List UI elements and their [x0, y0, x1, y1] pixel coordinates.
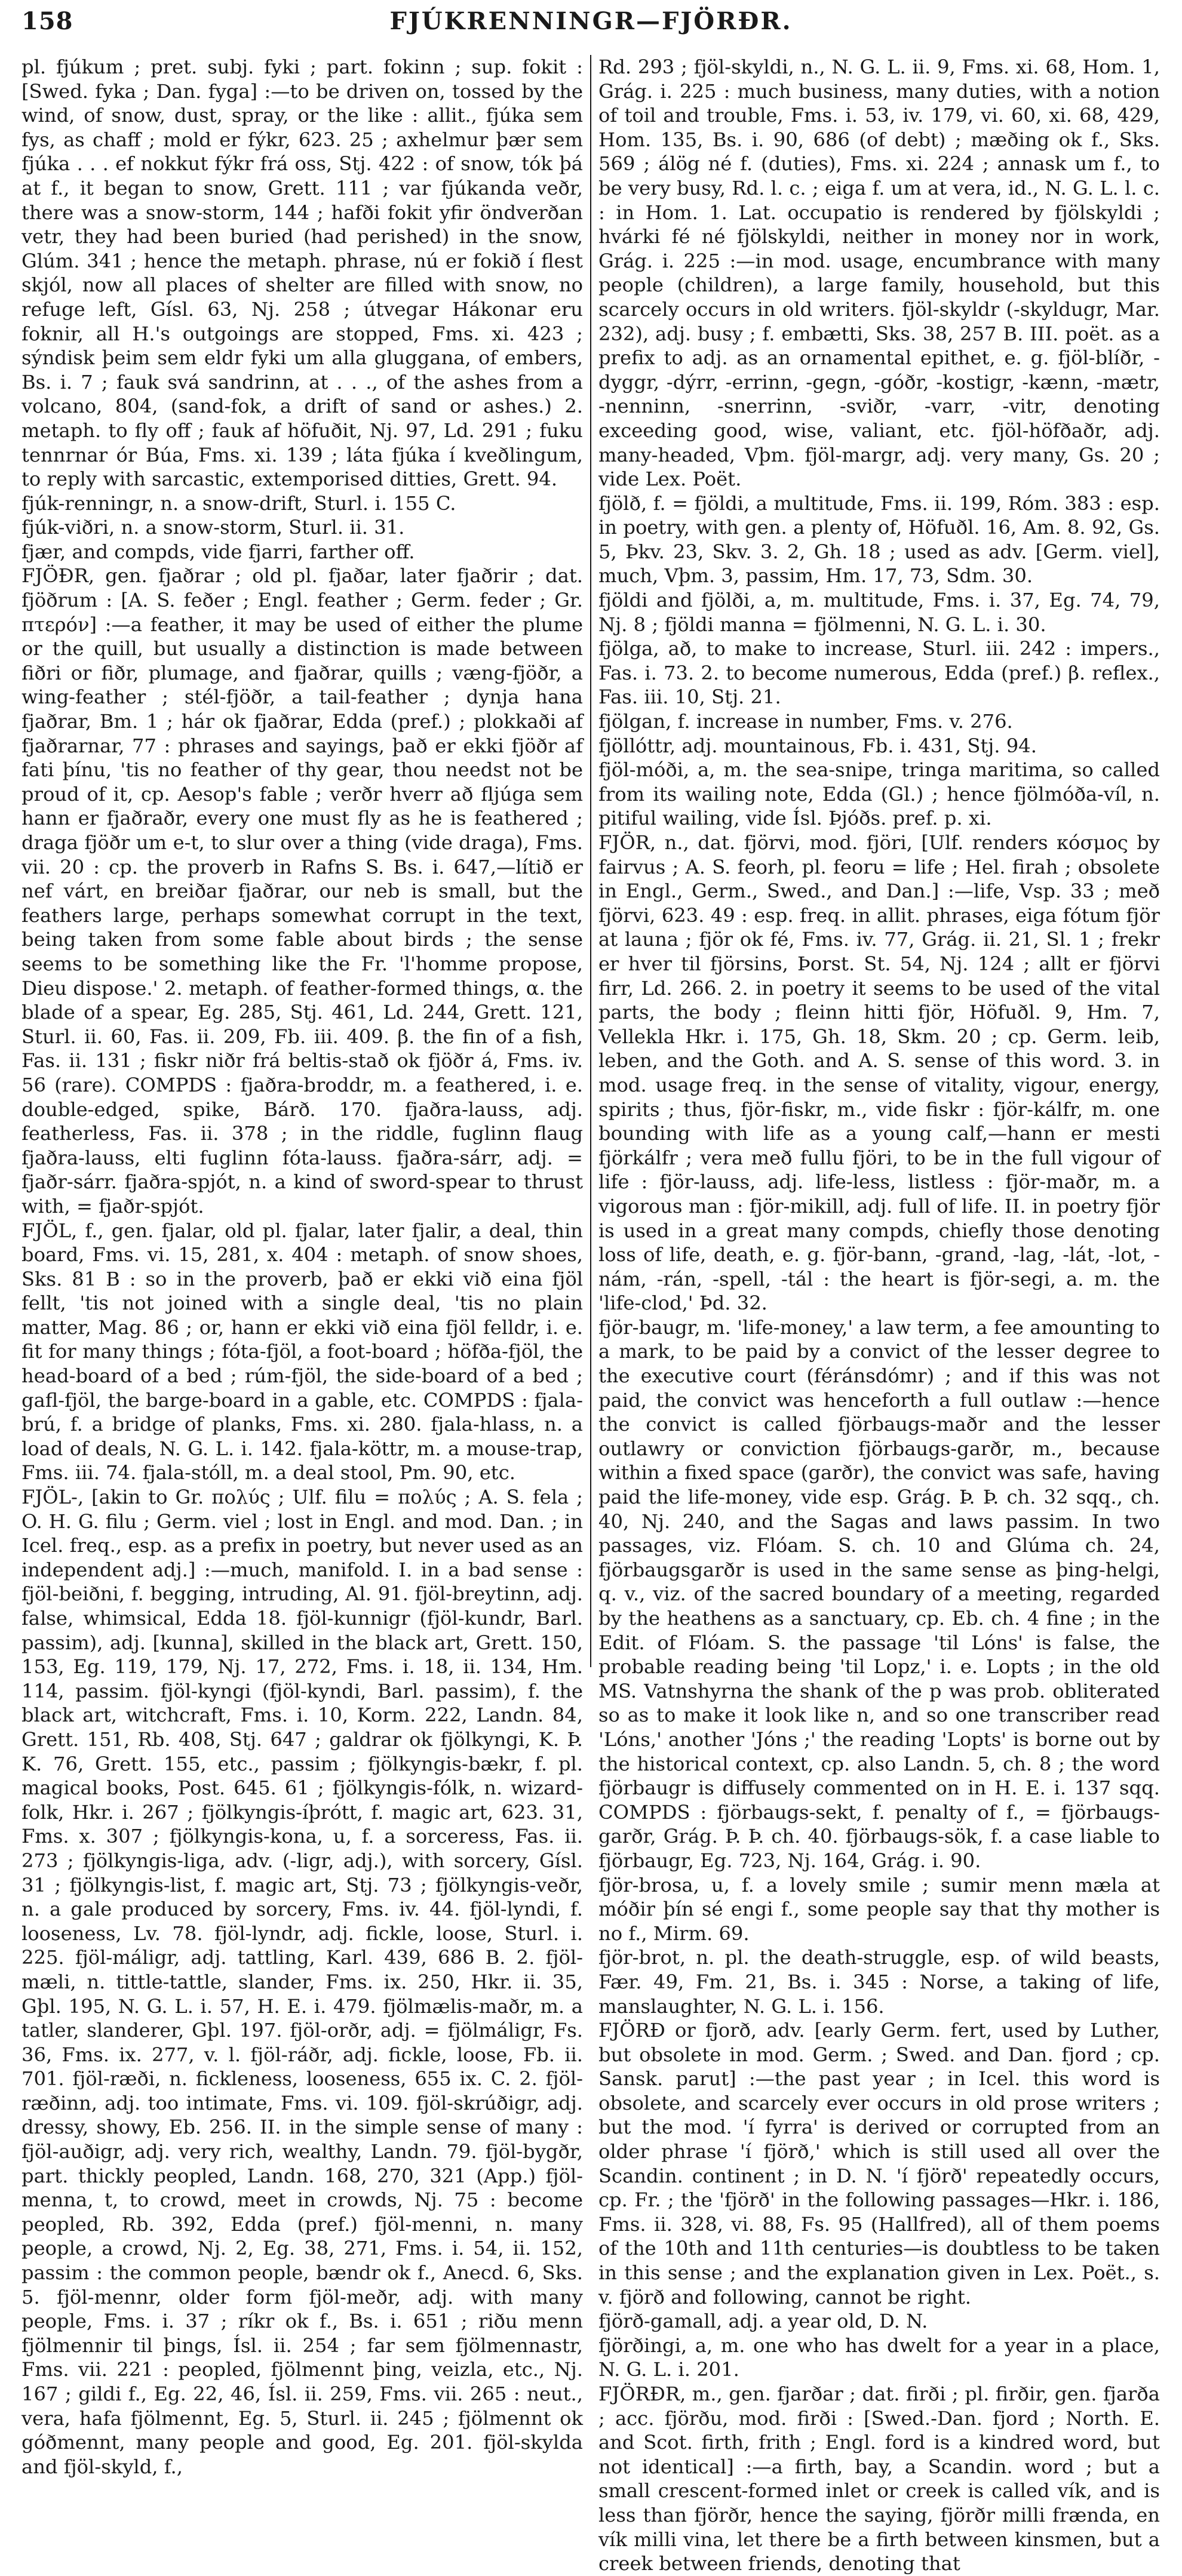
entry-paragraph: pl. fjúkum ; pret. subj. fyki ; part. fokinn ; sup. fokit : [Swed. fyka ; Dan. fyga] :—to be driven on, tossed by the wind, of snow, dust, spray, or the like : allit., fjúka sem fys, as chaff ; mold er fýkr, 623. 25 ; axhelmur þær sem fjúka . . . ef nokkut fýkr frá oss, Stj. 422 : of snow, tók þá at f., it began to snow, Grett. 111 ; var fjúkanda veðr, there was a snow-storm, 144 ; hafði fokit yfir öndverðan vetr, they had been buried (had perished) in the snow, Glúm. 341 ; hence the metaph. phrase, nú er fokið í flest skjól, now all places of shelter are filled with snow, no refuge left, Gísl. 63, Nj. 258 ; útvegar Hákonar eru foknir, all H.'s outgoings are stopped, Fms. xi. 423 ; sýndisk þeim sem eldr fyki um alla gluggana, of embers, Bs. i. 7 ; fauk svá sandrinn, at . . ., of the ashes from a volcano, 804, (sand-fok, a drift of sand or ashes.) 2. metaph. to fly off ; fauk af höfuðit, Nj. 97, Ld. 291 ; fuku tennrnar ór Búa, Fms. xi. 139 ; láta fjúka í kveðlingum, to reply with sarcastic, extemporised ditties, Grett. 94.: [22, 56, 583, 491]
entry-paragraph: fjær, and compds, vide fjarri, farther off.: [22, 540, 415, 563]
left-column: [22, 55, 583, 2478]
running-head: FJÚKRENNINGR—FJÖRÐR.: [389, 7, 793, 35]
entry-paragraph: fjörðingi, a, m. one who has dwelt for a year in a place, N. G. L. i. 201.: [598, 2334, 1160, 2381]
entry-paragraph: FJÖRÐR, m., gen. fjarðar ; dat. firði ; pl. firðir, gen. fjarða ; acc. fjörðu, mod. firði : [Swed.-Dan. fjord ; North. E. and Scot. firth, frith ; Engl. ford is a kindred word, but not identical] :—a firth, bay, a Scandin. word ; but a small crescent-formed inlet or creek is called vík, and is less than fjörðr, hence the saying, fjörðr milli frænda, en vík milli vina, let there be a firth between kinsmen, but a creek between friends, denoting that: [598, 2383, 1160, 2575]
entry-paragraph: fjölgan, f. increase in number, Fms. v. 276.: [598, 710, 1013, 733]
entry-paragraph: FJÖÐR, gen. fjaðrar ; old pl. fjaðar, later fjaðrir ; dat. fjöðrum : [A. S. feðer ; Engl. feather ; Germ. feder ; Gr. πτερόν] :—a feather, it may be used of either the plume or the quill, but usually a distinction is made between fiðri or fiðr, plumage, and fjaðrar, quills ; væng-fjöðr, a wing-feather ; stél-fjöðr, a tail-feather ; dynja hana fjaðrar, Bm. 1 ; hár ok fjaðrar, Edda (pref.) ; plokkaði af fjaðrarnar, 77 : phrases and sayings, það er ekki fjöðr af fati þínu, 'tis no feather of thy gear, thou needst not be proud of it, cp. Aesop's fable ; verðr hverr að fljúga sem hann er fjaðraðr, every one must fly as he is feathered ; draga fjöðr um e-t, to slur over a thing (vide draga), Fms. vii. 20 : cp. the proverb in Rafns S. Bs. i. 647,—lítið er nef várt, en breiðar fjaðrar, our neb is small, but the feathers large, perhaps somewhat corrupt in the text, being taken from some fable about birds ; the sense seems to be something like the Fr. 'l'homme propose, Dieu dispose.' 2. metaph. of feather-formed things, α. the blade of a spear, Eg. 285, Stj. 461, Ld. 244, Grett. 121, Sturl. ii. 60, Fas. ii. 209, Fb. iii. 409. β. the fin of a fish, Fas. ii. 131 ; fiskr niðr frá beltis-stað ok fjöðr á, Fms. iv. 56 (rare). COMPDS : fjaðra-broddr, m. a feathered, i. e. double-edged, spike, Bárð. 170. fjaðra-lauss, adj. featherless, Fas. ii. 378 ; in the riddle, fuglinn flaug fjaðra-lauss, elti fuglinn fóta-lauss. fjaðra-sárr, adj. = fjaðr-sárr. fjaðra-spjót, n. a kind of sword-spear to thrust with, = fjaðr-spjót.: [22, 564, 583, 1218]
entry-paragraph: fjúk-viðri, n. a snow-storm, Sturl. ii. 31.: [22, 516, 405, 539]
entry-paragraph: fjölð, f. = fjöldi, a multitude, Fms. ii. 199, Róm. 383 : esp. in poetry, with gen. a plenty of, Höfuðl. 16, Am. 8. 92, Gs. 5, Þkv. 23, Skv. 3. 2, Gh. 18 ; used as adv. [Germ. viel], much, Vþm. 3, passim, Hm. 17, 73, Sdm. 30.: [598, 491, 1160, 588]
entry-paragraph: Rd. 293 ; fjöl-skyldi, n., N. G. L. ii. 9, Fms. xi. 68, Hom. 1, Grág. i. 225 : much business, many duties, with a notion of toil and trouble, Fms. i. 53, iv. 179, vi. 60, xi. 68, 429, Hom. 135, Bs. i. 90, 686 (of debt) ; mæðing ok f., Sks. 569 ; álög né f. (duties), Fms. xi. 224 ; annask um f., to be very busy, Rd. l. c. ; eiga f. um at vera, id., N. G. L. l. c. : in Hom. 1. Lat. occupatio is rendered by fjölskyldi ; hvárki fé né fjölskyldi, neither in money nor in work, Grág. i. 225 :—in mod. usage, encumbrance with many people (children), a large family, household, but this scarcely occurs in old writers. fjöl-skyldr (-skyldugr, Mar. 232), adj. busy ; f. embætti, Sks. 38, 257 B. III. poët. as a prefix to adj. as an ornamental epithet, e. g. fjöl-blíðr, -dyggr, -dýrr, -errinn, -gegn, -góðr, -kostigr, -kænn, -mætr, -nenninn, -snerrinn, -sviðr, -varr, -vitr, denoting exceeding good, wise, valiant, etc. fjöl-höfðaðr, adj. many-headed, Vþm. fjöl-margr, adj. very many, Gs. 20 ; vide Lex. Poët.: [598, 56, 1160, 491]
page-number: 158: [22, 7, 73, 35]
entry-paragraph: FJÖL-, [akin to Gr. πολύς ; Ulf. filu = πολύς ; A. S. fela ; O. H. G. filu ; Germ. viel ; lost in Engl. and mod. Dan. ; in Icel. freq., esp. as a prefix in poetry, but never used as an independent adj.] :—much, manifold. I. in a bad sense : fjöl-beiðni, f. begging, intruding, Al. 91. fjöl-breytinn, adj. false, whimsical, Edda 18. fjöl-kunnigr (fjöl-kundr, Barl. passim), adj. [kunna], skilled in the black art, Grett. 150, 153, Eg. 119, 179, Nj. 17, 272, Fms. i. 18, ii. 134, Hm. 114, passim. fjöl-kyngi (fjöl-kyndi, Barl. passim), f. the black art, witchcraft, Fms. i. 10, Korm. 222, Landn. 84, Grett. 151, Rb. 408, Stj. 647 ; galdrar ok fjölkyngi, K. Þ. K. 76, Grett. 155, etc., passim ; fjölkyngis-bækr, f. pl. magical books, Post. 645. 61 ; fjölkyngis-fólk, n. wizard-folk, Hkr. i. 267 ; fjölkyngis-íþrótt, f. magic art, 623. 31, Fms. x. 307 ; fjölkyngis-kona, u, f. a sorceress, Fas. ii. 273 ; fjölkyngis-liga, adv. (-ligr, adj.), with sorcery, Gísl. 31 ; fjölkyngis-list, f. magic art, Stj. 73 ; fjölkyngis-veðr, n. a gale produced by sorcery, Fms. iv. 44. fjöl-lyndi, f. looseness, Lv. 78. fjöl-lyndr, adj. fickle, loose, Sturl. i. 225. fjöl-máligr, adj. tattling, Karl. 439, 686 B. 2. fjöl-mæli, n. tittle-tattle, slander, Fms. ix. 250, Hkr. ii. 35, Gþl. 195, N. G. L. i. 57, H. E. i. 479. fjölmælis-maðr, m. a tatler, slanderer, Gþl. 197. fjöl-orðr, adj. = fjölmáligr, Fs. 36, Fms. ix. 277, v. l. fjöl-ráðr, adj. fickle, loose, Fb. ii. 701. fjöl-ræði, n. fickleness, looseness, 655 ix. C. 2. fjöl-ræðinn, adj. too intimate, Fms. vi. 109. fjöl-skrúðigr, adj. dressy, showy, Eb. 256. II. in the simple sense of many : fjöl-auðigr, adj. very rich, wealthy, Landn. 79. fjöl-bygðr, part. thickly peopled, Landn. 168, 270, 321 (App.) fjöl-menna, t, to crowd, meet in crowds, Nj. 75 : become peopled, Rb. 392, Edda (pref.) fjöl-menni, n. many people, a crowd, Nj. 2, Eg. 38, 271, Fms. i. 54, ii. 152, passim : the common people, bændr ok f., Anecd. 6, Sks. 5. fjöl-mennr, older form fjöl-meðr, adj. with many people, Fms. i. 37 ; ríkr ok f., Bs. i. 651 ; riðu menn fjölmennir til þings, Ísl. ii. 254 ; far sem fjölmennastr, Fms. vii. 221 : peopled, fjölmennt þing, veizla, etc., Nj. 167 ; gildi f., Eg. 22, 46, Ísl. ii. 259, Fms. vii. 265 : neut., vera, hafa fjölmennt, Eg. 5, Sturl. ii. 245 ; fjölmennt ok góðmennt, many people and good, Eg. 201. fjöl-skylda and fjöl-skyld, f.,: [22, 1486, 583, 2478]
entry-paragraph: fjör-brosa, u, f. a lovely smile ; sumir menn mæla at móðir þín sé engi f., some people say that thy mother is no f., Mirm. 69.: [598, 1873, 1160, 1945]
page-header: [22, 7, 1160, 44]
entry-paragraph: FJÖRÐ or fjorð, adv. [early Germ. fert, used by Luther, but obsolete in mod. Germ. ; Swed. and Dan. fjord ; cp. Sansk. parut] :—the past year ; in Icel. this word is obsolete, and scarcely ever occurs in old prose writers ; but the mod. 'í fyrra' is derived or corrupted from an older phrase 'í fjörð,' which is still used all over the Scandin. continent ; in D. N. 'í fjörð' repeatedly occurs, cp. Fr. ; the 'fjörð' in the following passages—Hkr. i. 186, Fms. ii. 328, vi. 88, Fs. 95 (Hallfred), all of them poems of the 10th and 11th centuries—is doubtless to be taken in this sense ; and the explanation given in Lex. Poët., s. v. fjörð and following, cannot be right.: [598, 2019, 1160, 2308]
entry-paragraph: fjúk-renningr, n. a snow-drift, Sturl. i. 155 C.: [22, 491, 456, 515]
entry-paragraph: fjör-brot, n. pl. the death-struggle, esp. of wild beasts, Fær. 49, Fm. 21, Bs. i. 345 : Norse, a taking of life, manslaughter, N. G. L. i. 156.: [598, 1946, 1160, 2018]
entry-paragraph: fjörð-gamall, adj. a year old, D. N.: [598, 2310, 928, 2333]
entry-paragraph: fjölga, að, to make to increase, Sturl. iii. 242 : impers., Fas. i. 73. 2. to become numerous, Edda (pref.) β. reflex., Fas. iii. 10, Stj. 21.: [598, 637, 1160, 709]
entry-paragraph: fjöldi and fjölði, a, m. multitude, Fms. i. 37, Eg. 74, 79, Nj. 8 ; fjöldi manna = fjölmenni, N. G. L. i. 30.: [598, 589, 1160, 636]
entry-paragraph: FJÖL, f., gen. fjalar, old pl. fjalar, later fjalir, a deal, thin board, Fms. vi. 15, 281, x. 404 : metaph. of snow shoes, Sks. 81 B : so in the proverb, það er ekki við eina fjöl fellt, 'tis not joined with a single deal, 'tis no plain matter, Mag. 86 ; or, hann er ekki við eina fjöl felldr, i. e. fit for many things ; fóta-fjöl, a foot-board ; höfða-fjöl, the head-board of a bed ; rúm-fjöl, the side-board of a bed ; gafl-fjöl, the barge-board in a gable, etc. COMPDS : fjala-brú, f. a bridge of planks, Fms. xi. 280. fjala-hlass, n. a load of deals, N. G. L. i. 142. fjala-köttr, m. a mouse-trap, Fms. iii. 74. fjala-stóll, m. a deal stool, Pm. 90, etc.: [22, 1219, 583, 1484]
entry-paragraph: fjör-baugr, m. 'life-money,' a law term, a fee amounting to a mark, to be paid by a convict of the lesser degree to the executive court (féránsdómr) ; and if this was not paid, the convict was henceforth a full outlaw :—hence the convict is called fjörbaugs-maðr and the lesser outlawry or conviction fjörbaugs-garðr, m., because within a fixed space (garðr), the convict was safe, having paid the life-money, vide esp. Grág. Þ. Þ. ch. 32 sqq., ch. 40, Nj. 240, and the Sagas and laws passim. In two passages, viz. Flóam. S. ch. 10 and Glúma ch. 24, fjörbaugsgarðr is used in the same sense as þing-helgi, q. v., viz. of the sacred boundary of a meeting, regarded by the heathens as a sanctuary, cp. Eb. ch. 4 fine ; in the Edit. of Flóam. S. the passage 'til Lóns' is false, the probable reading being 'til Lopz,' i. e. Lopts ; in the old MS. Vatnshyrna the shank of the p was prob. obliterated so as to make it look like n, and so one transcriber read 'Lóns,' another 'Jóns ;' the reading 'Lopts' is borne out by the historical context, cp. also Landn. 5, ch. 8 ; the word fjörbaugr is diffusely commented on in H. E. i. 137 sqq. COMPDS : fjörbaugs-sekt, f. penalty of f., = fjörbaugs-garðr, Grág. Þ. Þ. ch. 40. fjörbaugs-sök, f. a case liable to fjörbaugr, Eg. 723, Nj. 164, Grág. i. 90.: [598, 1315, 1160, 1872]
right-column: [598, 55, 1160, 2575]
entry-paragraph: FJÖR, n., dat. fjörvi, mod. fjöri, [Ulf. renders κόσμος by fairvus ; A. S. feorh, pl. feoru = life ; Hel. firah ; obsolete in Engl., Germ., Swed., and Dan.] :—life, Vsp. 33 ; með fjörvi, 623. 49 : esp. freq. in allit. phrases, eiga fótum fjör at launa ; fjör ok fé, Fms. iv. 77, Grág. ii. 21, Sl. 1 ; frekr er hver til fjörsins, Þorst. St. 54, Nj. 124 ; allt er fjörvi firr, Ld. 266. 2. in poetry it seems to be used of the vital parts, the body ; fleinn hitti fjör, Höfuðl. 9, Hm. 7, Vellekla Hkr. i. 175, Gh. 18, Skm. 20 ; cp. Germ. leib, leben, and the Goth. and A. S. sense of this word. 3. in mod. usage freq. in the sense of vitality, vigour, energy, spirits ; thus, fjör-fiskr, m., vide fiskr : fjör-kálfr, m. one bounding with life as a young calf,—hann er mesti fjörkálfr ; vera með fullu fjöri, to be in the full vigour of life : fjör-lauss, adj. life-less, listless : fjör-maðr, m. a vigorous man : fjör-mikill, adj. full of life. II. in poetry fjör is used in a great many compds, chiefly those denoting loss of life, death, e. g. fjör-bann, -grand, -lag, -lát, -lot, -nám, -rán, -spell, -tál : the heart is fjör-segi, a. m. the 'life-clod,' Þd. 32.: [598, 831, 1160, 1315]
entry-paragraph: fjöllóttr, adj. mountainous, Fb. i. 431, Stj. 94.: [598, 734, 1037, 757]
entry-paragraph: fjöl-móði, a, m. the sea-snipe, tringa maritima, so called from its wailing note, Edda (Gl.) ; hence fjölmóða-víl, n. pitiful wailing, vide Ísl. Þjóðs. pref. p. xi.: [598, 758, 1160, 830]
column-divider: [590, 55, 591, 1667]
